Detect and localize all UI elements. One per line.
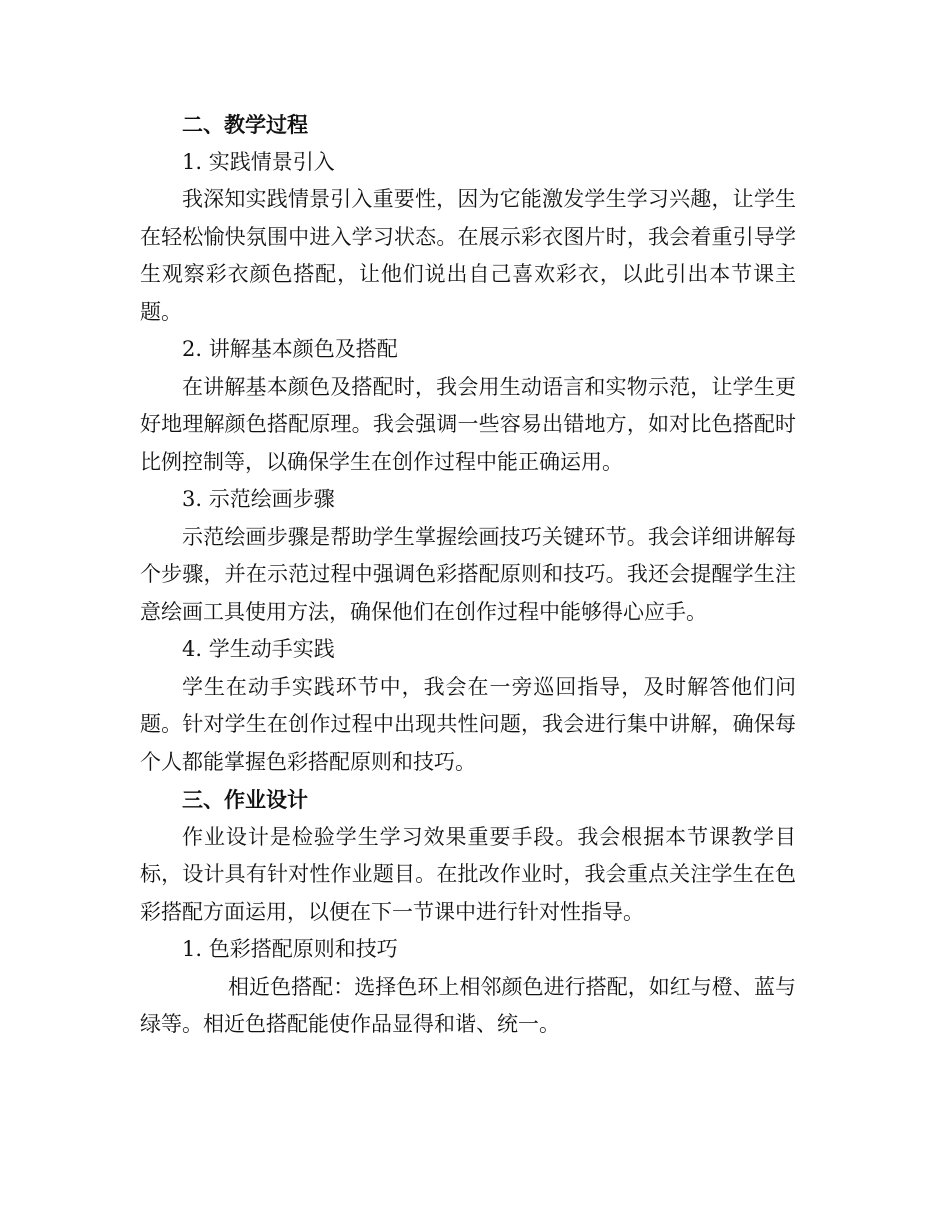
paragraph-scenario-intro: 我深知实践情景引入重要性，因为它能激发学生学习兴趣，让学生在轻松愉快氛围中进入学习状态。在展示彩衣图片时，我会着重引导学生观察彩衣颜色搭配，让他们说出自己喜欢彩衣，以此引出本节课主题。	[140, 187, 796, 324]
paragraph-homework-design: 作业设计是检验学生学习效果重要手段。我会根据本节课教学目标，设计具有针对性作业题目。在批改作业时，我会重点关注学生在色彩搭配方面运用，以便在下一节课中进行针对性指导。	[140, 824, 796, 924]
paragraph-analogous-colors: 相近色搭配：选择色环上相邻颜色进行搭配，如红与橙、蓝与绿等。相近色搭配能使作品显得和谐、统一。	[140, 974, 796, 1036]
subheading-student-practice: 4. 学生动手实践	[182, 637, 335, 661]
subheading-color-principles: 1. 色彩搭配原则和技巧	[182, 937, 398, 961]
paragraph-demo-steps: 示范绘画步骤是帮助学生掌握绘画技巧关键环节。我会详细讲解每个步骤，并在示范过程中强调色彩搭配原则和技巧。我还会提醒学生注意绘画工具使用方法，确保他们在创作过程中能够得心应手。	[140, 524, 796, 624]
section-heading-teaching-process: 二、教学过程	[182, 112, 308, 137]
paragraph-basic-colors: 在讲解基本颜色及搭配时，我会用生动语言和实物示范，让学生更好地理解颜色搭配原理。我会强调一些容易出错地方，如对比色搭配时比例控制等，以确保学生在创作过程中能正确运用。	[140, 374, 796, 474]
subheading-basic-colors: 2. 讲解基本颜色及搭配	[182, 337, 398, 361]
section-heading-homework-design: 三、作业设计	[182, 787, 308, 812]
subheading-demo-steps: 3. 示范绘画步骤	[182, 487, 335, 511]
document-body	[140, 106, 796, 1044]
subheading-scenario-intro: 1. 实践情景引入	[182, 149, 335, 174]
paragraph-student-practice: 学生在动手实践环节中，我会在一旁巡回指导，及时解答他们问题。针对学生在创作过程中出现共性问题，我会进行集中讲解，确保每个人都能掌握色彩搭配原则和技巧。	[140, 674, 796, 774]
